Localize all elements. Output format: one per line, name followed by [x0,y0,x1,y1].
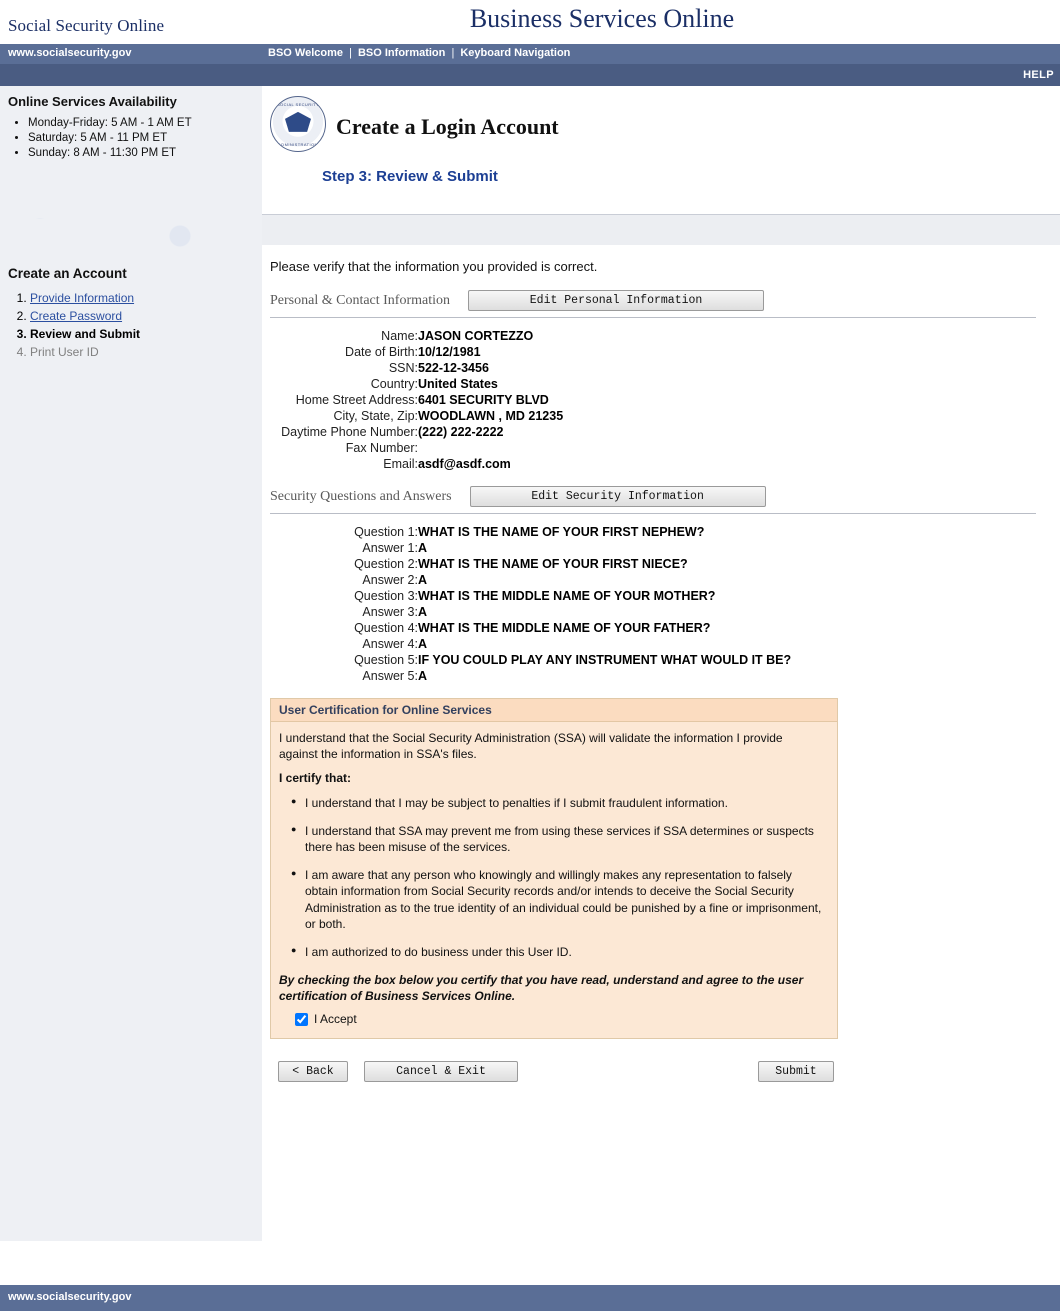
ssa-seal-icon [270,96,326,152]
qa-value: WHAT IS THE MIDDLE NAME OF YOUR FATHER? [418,621,711,635]
qa-label: Question 1: [354,525,418,539]
qa-value: WHAT IS THE NAME OF YOUR FIRST NIECE? [418,557,688,571]
qa-label: Answer 4: [362,637,418,651]
qa-label: Question 4: [354,621,418,635]
page-title: Create a Login Account [336,114,559,139]
footer-site-url: www.socialsecurity.gov [8,1291,132,1303]
table-row [270,572,791,588]
availability-panel [0,86,262,218]
table-row [270,636,791,652]
field-value: 10/12/1981 [418,345,481,359]
certification-title: User Certification for Online Services [271,699,837,722]
certification-final-note: By checking the box below you certify that you have read, understand and agree to the user certification of Business Services Online. [279,973,804,1004]
qa-value: A [418,541,428,555]
qa-label: Question 5: [354,653,418,667]
field-value: WOODLAWN , MD 21235 [418,409,564,423]
security-section-heading: Security Questions and Answers [270,488,452,504]
personal-section-header [270,290,1036,311]
list-item: • Saturday: 5 AM - 11 PM ET [28,132,252,144]
field-label: Name: [381,329,418,343]
verify-instruction: Please verify that the information you provided is correct. [270,259,598,274]
table-row [270,392,563,408]
nav-link-bso-welcome[interactable]: BSO Welcome [268,47,343,59]
sidebar-link-provide-information[interactable]: Provide Information [30,291,135,305]
table-row [270,328,563,344]
certification-bullets [279,795,823,961]
qa-label: Answer 1: [362,541,418,555]
certify-label: I certify that: [279,771,352,786]
table-row [270,408,563,424]
seal-arc-bottom: ADMINISTRATION [278,142,318,147]
edit-security-information-button[interactable]: Edit Security Information [470,486,766,507]
field-value [418,440,563,456]
security-section-header [270,486,1036,507]
content-area [262,245,1060,1097]
table-row [270,556,791,572]
personal-section-heading: Personal & Contact Information [270,292,451,308]
qa-label: Question 2: [354,557,418,571]
brand-business-services-online: Business Services Online [469,4,735,33]
site-footer [0,1285,1060,1311]
table-row [270,668,791,684]
edit-personal-information-button[interactable]: Edit Personal Information [468,290,764,311]
security-section-rule [270,513,1036,514]
availability-title: Online Services Availability [8,94,177,109]
accept-label: I Accept [314,1012,357,1027]
qa-value: WHAT IS THE NAME OF YOUR FIRST NEPHEW? [418,525,705,539]
nav-separator-1: | [349,47,352,59]
list-item: • Sunday: 8 AM - 11:30 PM ET [28,147,252,159]
list-item: ● I am aware that any person who knowingly and willingly makes any representation to falsely obtain information from Social Security records and/or intends to deceive the Social Security Administration as to the true identity of an individual could be punished by a fine or imprisonment, or both. [279,867,823,932]
table-row [270,360,563,376]
site-header [0,0,1060,44]
back-button[interactable]: < Back [278,1061,348,1082]
sidebar-item-provide-information[interactable] [30,291,252,305]
secondary-bar [0,64,1060,86]
accept-checkbox[interactable] [295,1013,308,1026]
nav-link-keyboard-navigation[interactable]: Keyboard Navigation [460,47,571,59]
field-value: 6401 SECURITY BLVD [418,393,549,407]
qa-value: A [418,637,428,651]
field-label: Daytime Phone Number: [281,425,418,439]
seal-arc-top: SOCIAL SECURITY [277,102,319,107]
sidebar-item-create-password[interactable] [30,309,252,323]
table-row [270,456,563,472]
account-steps-list [8,291,252,359]
qa-value: A [418,605,428,619]
field-value: United States [418,377,498,391]
table-row [270,620,791,636]
brand-social-security-online: Social Security Online [8,16,165,35]
field-label: Date of Birth: [345,345,418,359]
nav-link-bso-information[interactable]: BSO Information [357,47,446,59]
form-button-row [270,1057,840,1097]
list-item: ● I understand that SSA may prevent me from using these services if SSA determines or suspects there has been misuse of the services. [279,823,823,855]
certification-body [271,722,837,1038]
field-value: 522-12-3456 [418,361,489,375]
personal-information-table [270,328,563,472]
sidebar-item-review-and-submit: 3. Review and Submit [30,327,252,341]
table-row [270,588,791,604]
certification-intro: I understand that the Social Security Administration (SSA) will validate the information I provide against the information in SSA's files. [279,731,783,762]
table-row [270,524,791,540]
table-row [270,344,563,360]
qa-label: Answer 5: [362,669,418,683]
field-value: (222) 222-2222 [418,425,504,439]
help-link[interactable]: HELP [1023,69,1054,81]
qa-label: Question 3: [354,589,418,603]
field-label: Home Street Address: [295,393,418,407]
qa-value: IF YOU COULD PLAY ANY INSTRUMENT WHAT WOULD IT BE? [418,653,792,667]
primary-navbar [0,44,1060,64]
field-label: Email: [383,457,418,471]
table-row [270,652,791,668]
qa-label: Answer 2: [362,573,418,587]
main-content [262,86,1060,1097]
list-item: • Monday-Friday: 5 AM - 1 AM ET [28,117,252,129]
nav-separator-2: | [451,47,455,59]
user-certification-panel [270,698,838,1039]
field-label: SSN: [388,361,418,375]
create-account-title: Create an Account [8,266,127,281]
sidebar-link-create-password[interactable]: Create Password [30,309,123,323]
table-row [270,424,563,440]
availability-list [8,117,252,159]
seal-inner-shape [285,112,311,132]
field-value: asdf@asdf.com [418,457,511,471]
qa-value: WHAT IS THE MIDDLE NAME OF YOUR MOTHER? [418,589,716,603]
qa-value: A [418,669,428,683]
personal-section-rule [270,317,1036,318]
navbar-links [268,47,570,59]
table-row [270,540,791,556]
table-row [270,604,791,620]
header-site-url: www.socialsecurity.gov [8,47,132,59]
table-row [270,376,563,392]
title-band [262,86,1060,215]
field-value: JASON CORTEZZO [418,329,534,343]
submit-button[interactable]: Submit [758,1061,834,1082]
sidebar [0,86,262,1241]
security-questions-table [270,524,791,684]
accept-row[interactable] [295,1012,823,1026]
field-label: City, State, Zip: [333,409,418,423]
field-label: Fax Number: [345,441,418,455]
step-title: Step 3: Review & Submit [322,168,498,185]
cancel-and-exit-button[interactable]: Cancel & Exit [364,1061,518,1082]
list-item: ● I understand that I may be subject to penalties if I submit fraudulent information. [279,795,823,811]
qa-value: A [418,573,428,587]
create-account-panel [0,252,262,359]
sidebar-item-print-user-id: 4. Print User ID [30,345,252,359]
qa-label: Answer 3: [362,605,418,619]
table-row [270,440,563,456]
field-label: Country: [370,377,418,391]
list-item: ● I am authorized to do business under this User ID. [279,944,823,960]
grey-separator-strip [262,215,1060,245]
